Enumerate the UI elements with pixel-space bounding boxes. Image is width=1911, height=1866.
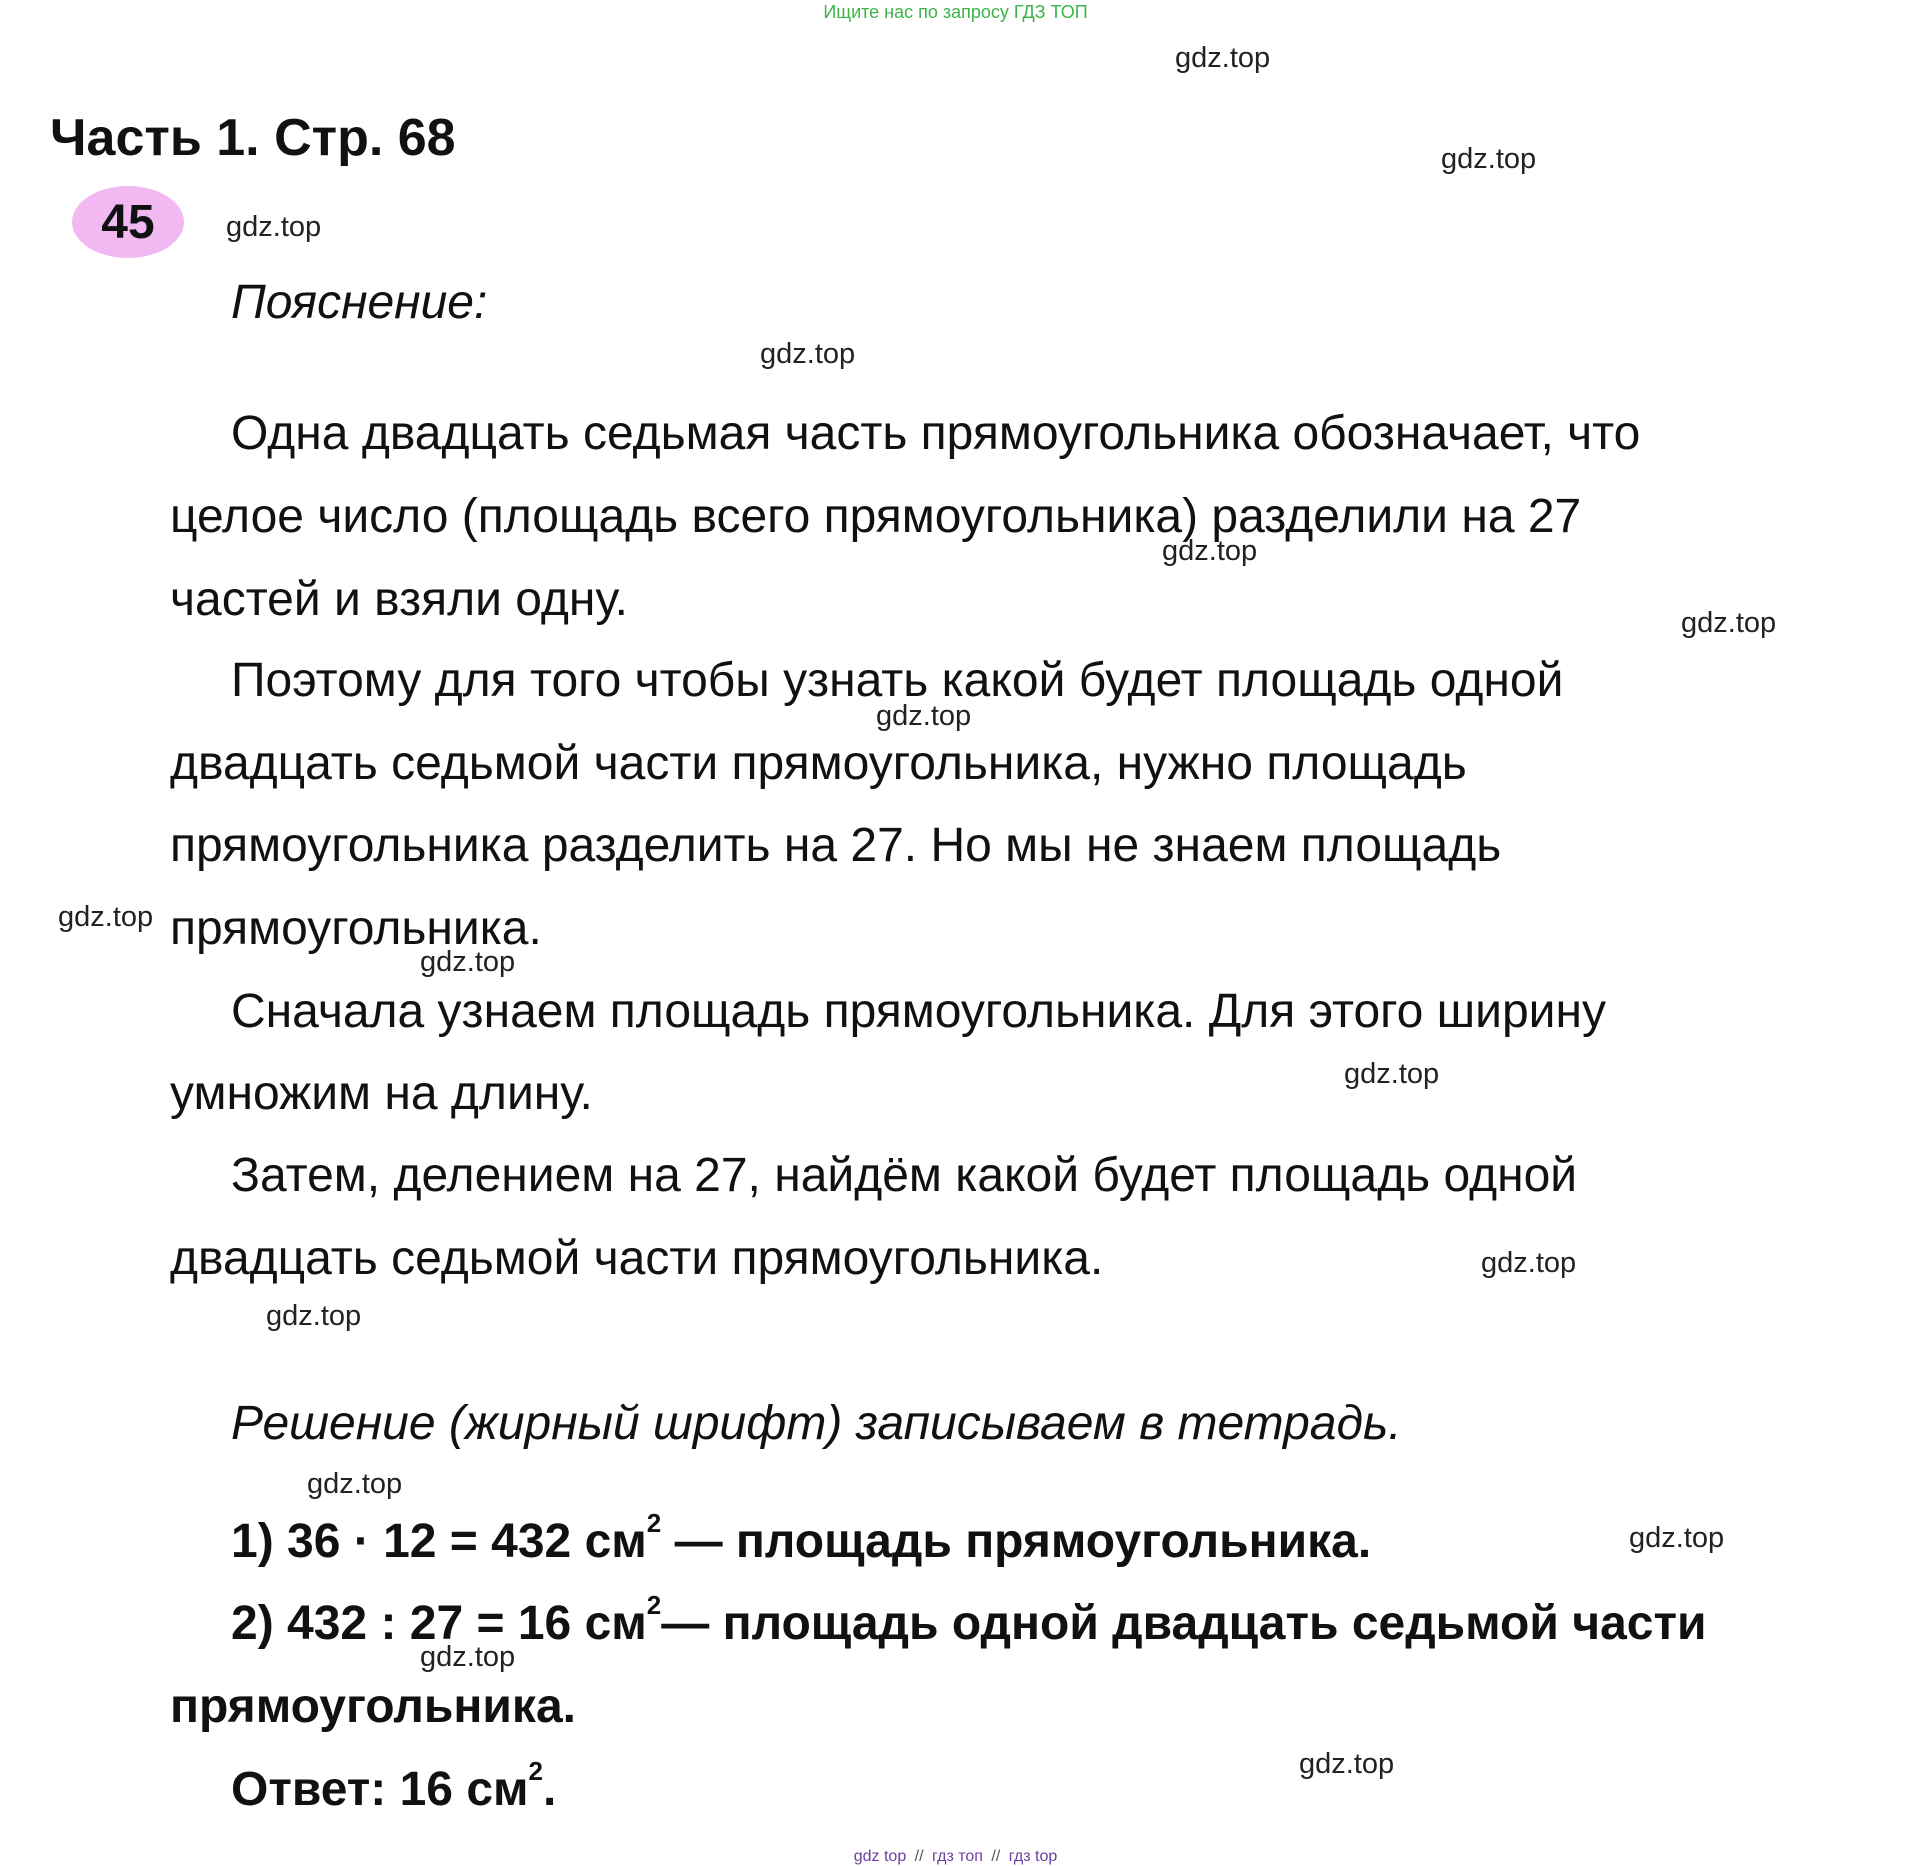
step-2-text: — площадь одной двадцать седьмой части bbox=[661, 1597, 1707, 1650]
footer-separator: // bbox=[914, 1848, 924, 1865]
watermark: gdz.top bbox=[1299, 1748, 1395, 1780]
paragraph-line: частей и взяли одну. bbox=[170, 573, 628, 626]
watermark: gdz.top bbox=[1441, 143, 1537, 175]
paragraph-line: двадцать седьмой части прямоугольника, нужно площадь bbox=[170, 737, 1467, 790]
watermark: gdz.top bbox=[1162, 535, 1258, 567]
watermark: gdz.top bbox=[760, 338, 856, 370]
footer-link-2[interactable]: гдз топ bbox=[932, 1848, 983, 1865]
answer bbox=[231, 1756, 557, 1816]
watermark: gdz.top bbox=[876, 700, 972, 732]
solution-heading: Решение (жирный шрифт) записываем в тетрадь. bbox=[231, 1397, 1402, 1450]
answer-exponent: 2 bbox=[528, 1756, 544, 1786]
paragraph-line: целое число (площадь всего прямоугольника) разделили на 27 bbox=[170, 490, 1582, 543]
paragraph-line: Одна двадцать седьмая часть прямоугольника обозначает, что bbox=[231, 407, 1641, 460]
paragraph-line: Затем, делением на 27, найдём какой будет площадь одной bbox=[231, 1149, 1578, 1202]
solution-step-1 bbox=[231, 1508, 1372, 1568]
solution-step-2-continuation: прямоугольника. bbox=[170, 1680, 576, 1733]
watermark: gdz.top bbox=[307, 1468, 403, 1500]
paragraph-line: Поэтому для того чтобы узнать какой будет площадь одной bbox=[231, 654, 1564, 707]
answer-expression: Ответ: 16 см bbox=[231, 1763, 529, 1816]
paragraph-line: умножим на длину. bbox=[170, 1067, 593, 1120]
paragraph-line: двадцать седьмой части прямоугольника. bbox=[170, 1232, 1104, 1285]
watermark: gdz.top bbox=[1344, 1058, 1440, 1090]
watermark: gdz.top bbox=[420, 946, 516, 978]
paragraph-line: Сначала узнаем площадь прямоугольника. Для этого ширину bbox=[231, 985, 1606, 1038]
footer-separator: // bbox=[991, 1848, 1001, 1865]
step-2-exponent: 2 bbox=[646, 1590, 662, 1620]
step-2-expression: 2) 432 : 27 = 16 см bbox=[231, 1597, 647, 1650]
paragraph-line: прямоугольника разделить на 27. Но мы не знаем площадь bbox=[170, 819, 1502, 872]
top-banner[interactable]: Ищите нас по запросу ГДЗ ТОП bbox=[823, 2, 1088, 22]
step-1-expression: 1) 36 · 12 = 432 см bbox=[231, 1515, 647, 1568]
explanation-heading: Пояснение: bbox=[231, 276, 488, 329]
footer-link-3[interactable]: гдз top bbox=[1008, 1848, 1058, 1865]
watermark: gdz.top bbox=[420, 1641, 516, 1673]
watermark: gdz.top bbox=[1175, 42, 1271, 74]
page-title: Часть 1. Стр. 68 bbox=[50, 109, 456, 167]
watermark: gdz.top bbox=[1629, 1522, 1725, 1554]
watermark: gdz.top bbox=[58, 901, 154, 933]
footer-link-1[interactable]: gdz top bbox=[853, 1848, 907, 1865]
paragraph-line: прямоугольника. bbox=[170, 902, 542, 955]
answer-end: . bbox=[543, 1763, 557, 1816]
task-number: 45 bbox=[101, 195, 155, 249]
watermark: gdz.top bbox=[266, 1300, 362, 1332]
footer-links bbox=[0, 1848, 1911, 1866]
watermark: gdz.top bbox=[1481, 1247, 1577, 1279]
step-1-text: — площадь прямоугольника. bbox=[661, 1515, 1372, 1568]
task-number-badge bbox=[72, 186, 184, 258]
watermark: gdz.top bbox=[226, 211, 322, 243]
step-1-exponent: 2 bbox=[646, 1508, 662, 1538]
watermark: gdz.top bbox=[1681, 607, 1777, 639]
